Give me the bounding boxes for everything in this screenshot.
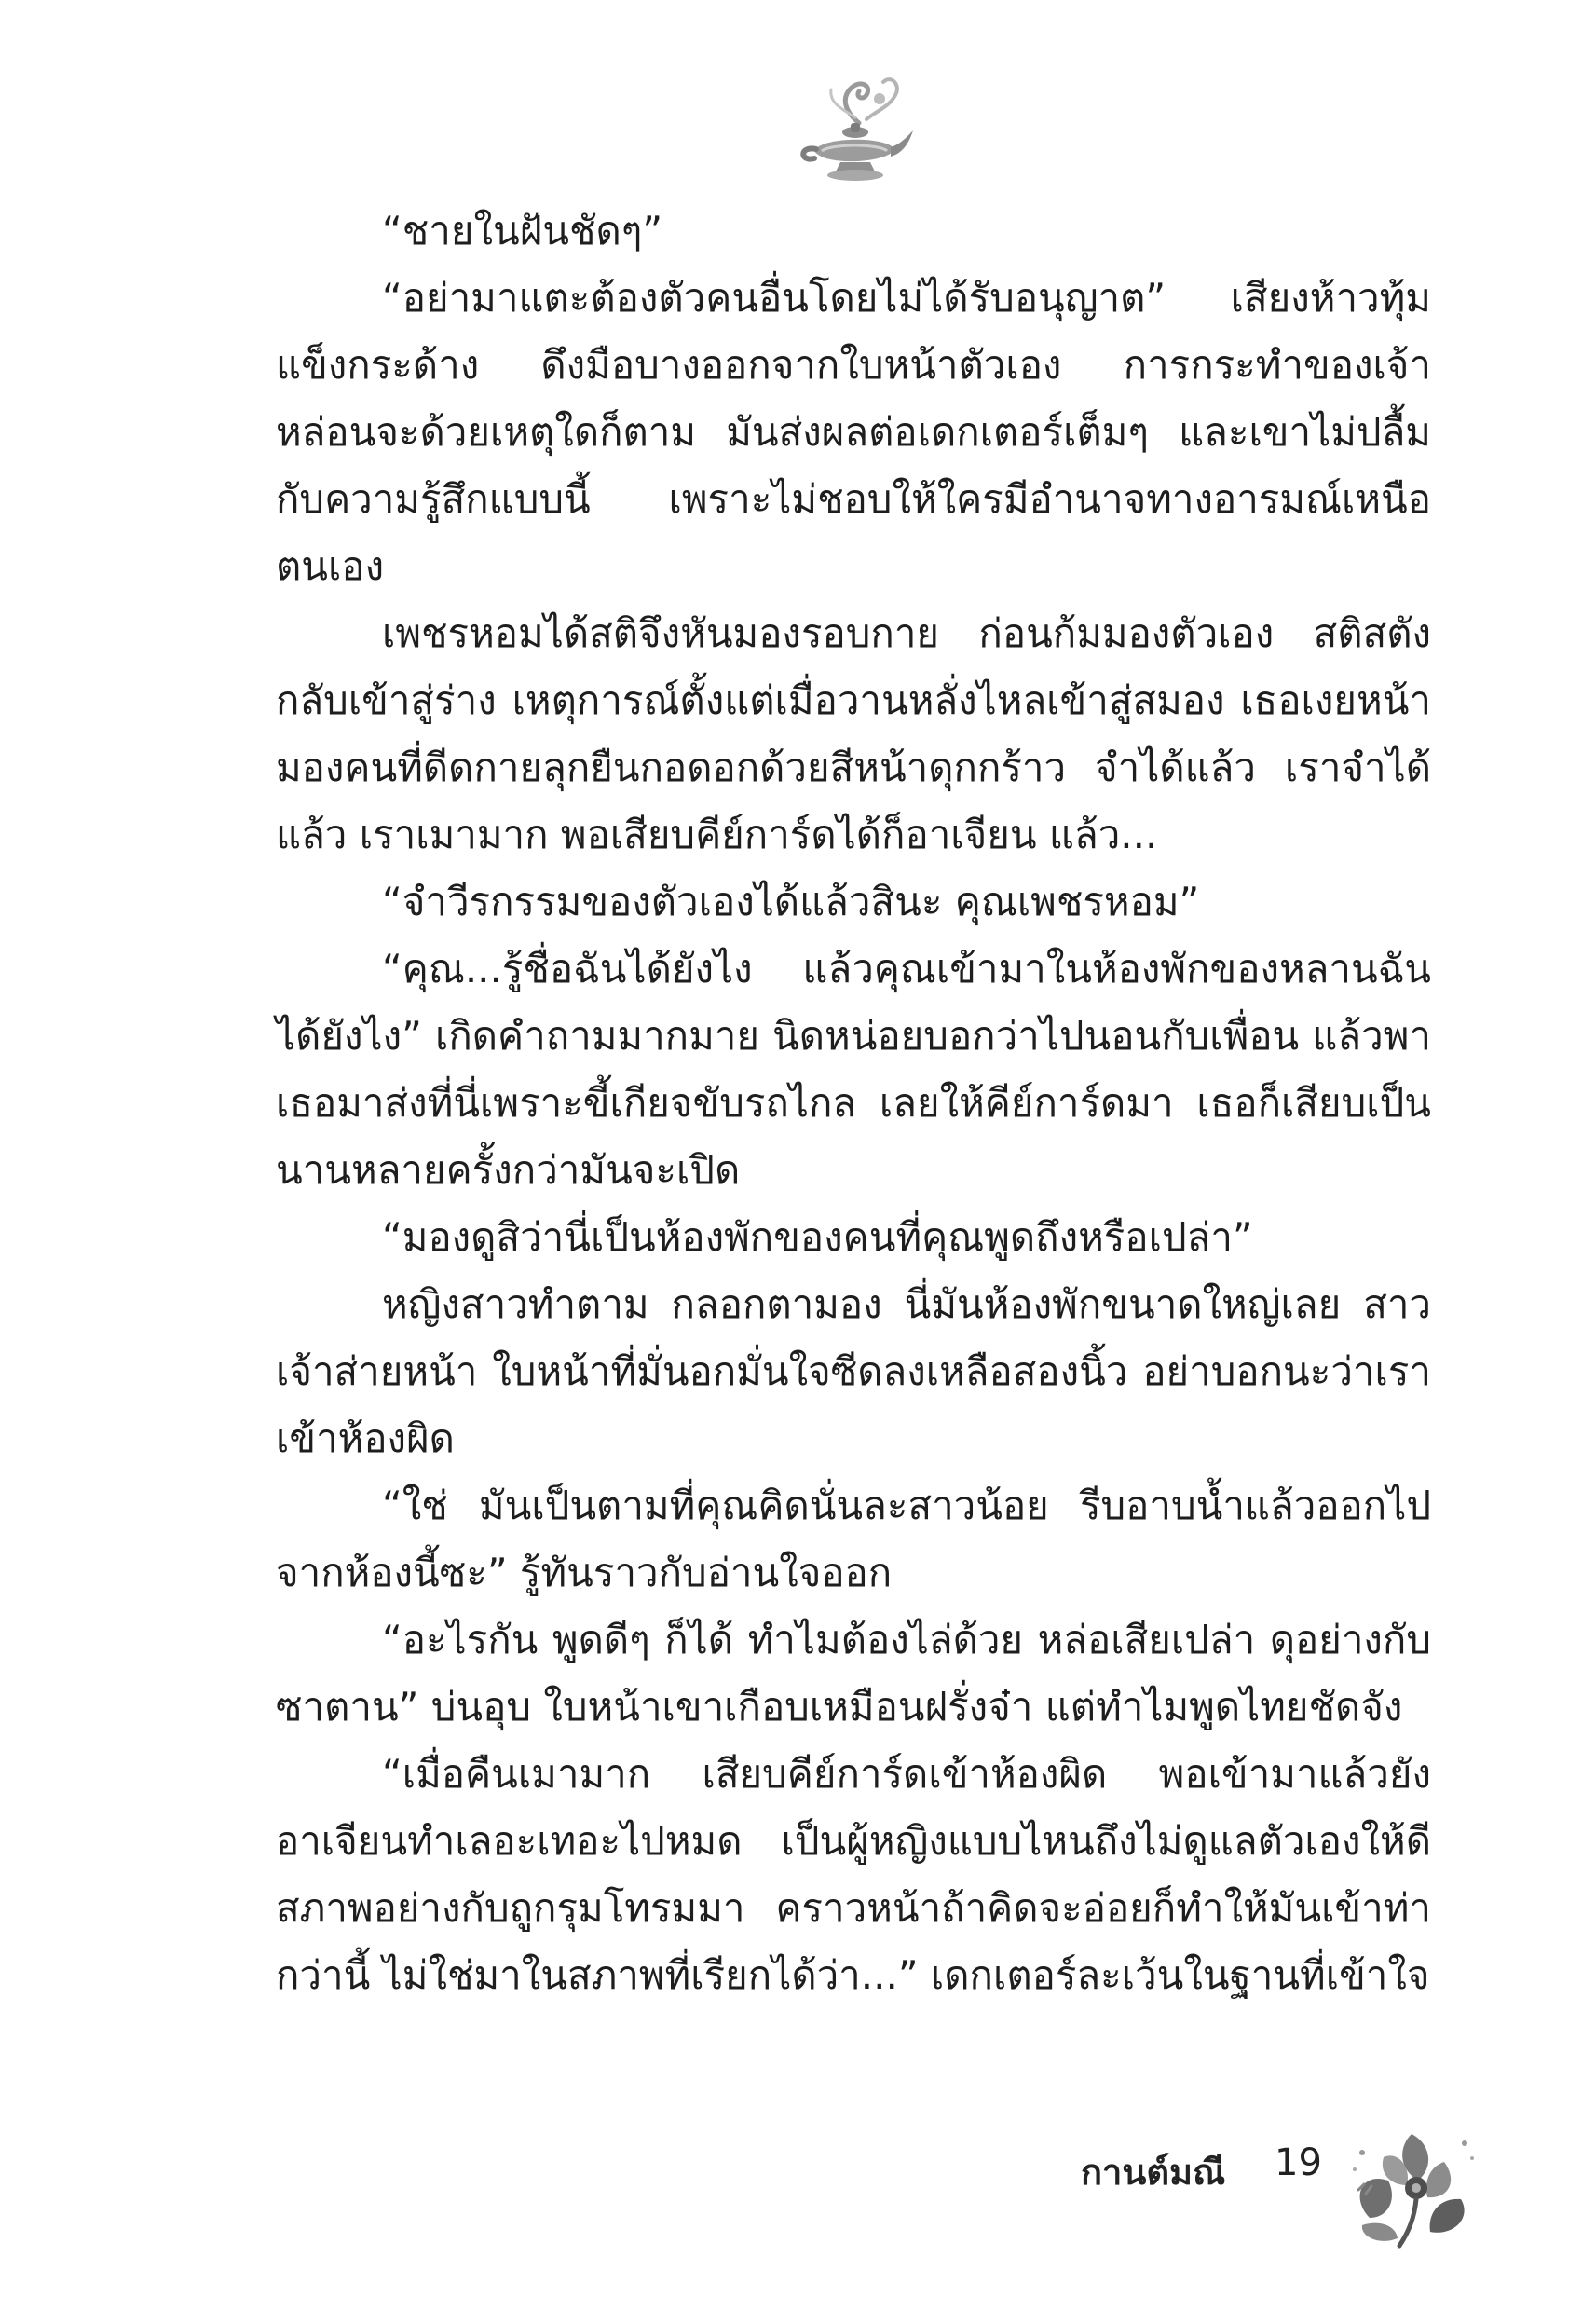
page-footer <box>1034 2115 1500 2264</box>
paragraph: “คุณ...รู้ชื่อฉันได้ยังไง แล้วคุณเข้ามาในห้องพักของหลานฉันได้ยังไง” เกิดคำถามมากมาย นิดหน่อยบอกว่าไปนอนกับเพื่อน แล้วพาเธอมาส่งที่นี่เพราะขี้เกียจขับรถไกล เลยให้คีย์การ์ดมา เธอก็เสียบเป็นนานหลายครั้งกว่ามันจะเปิด <box>276 946 1431 1193</box>
flower-ornament-icon <box>1342 2115 1481 2255</box>
paragraph: “จำวีรกรรมของตัวเองได้แล้วสินะ คุณเพชรหอม” <box>382 879 1200 924</box>
paragraph: หญิงสาวทำตาม กลอกตามอง นี่มันห้องพักขนาดใหญ่เลย สาวเจ้าส่ายหน้า ใบหน้าที่มั่นอกมั่นใจซีดลงเหลือสองนิ้ว อย่าบอกนะว่าเราเข้าห้องผิด <box>276 1281 1431 1461</box>
chapter-text <box>276 198 1431 2009</box>
paragraph: “ชายในฝันชัดๆ” <box>382 208 663 253</box>
paragraph: เพชรหอมได้สติจึงหันมองรอบกาย ก่อนก้มมองตัวเอง สติสตังกลับเข้าสู่ร่าง เหตุการณ์ตั้งแต่เมื่อวานหลั่งไหลเข้าสู่สมอง เธอเงยหน้ามองคนที่ดีดกายลุกยืนกอดอกด้วยสีหน้าดุกกร้าว จำได้แล้ว เราจำได้แล้ว เราเมามาก พอเสียบคีย์การ์ดได้ก็อาเจียน แล้ว... <box>276 610 1431 857</box>
paragraph: “อะไรกัน พูดดีๆ ก็ได้ ทำไมต้องไล่ด้วย หล่อเสียเปล่า ดุอย่างกับซาตาน” บ่นอุบ ใบหน้าเขาเกือบเหมือนฝรั่งจ๋า แต่ทำไมพูดไทยชัดจัง <box>276 1617 1431 1730</box>
genie-lamp-icon <box>794 65 915 196</box>
paragraph: “มองดูสิว่านี่เป็นห้องพักของคนที่คุณพูดถึงหรือเปล่า” <box>382 1214 1253 1260</box>
paragraph: “เมื่อคืนเมามาก เสียบคีย์การ์ดเข้าห้องผิด พอเข้ามาแล้วยังอาเจียนทำเลอะเทอะไปหมด เป็นผู้หญิงแบบไหนถึงไม่ดูแลตัวเองให้ดี สภาพอย่างกับถูกรุมโทรมมา คราวหน้าถ้าคิดจะอ่อยก็ทำให้มันเข้าท่ากว่านี้ ไม่ใช่มาในสภาพที่เรียกได้ว่า...” เดกเตอร์ละเว้นในฐานที่เข้าใจ <box>276 1751 1431 1998</box>
book-title: กานต์มณี <box>1081 2152 1226 2193</box>
paragraph: “อย่ามาแตะต้องตัวคนอื่นโดยไม่ได้รับอนุญาต” เสียงห้าวทุ้มแข็งกระด้าง ดึงมือบางออกจากใบหน้าตัวเอง การกระทำของเจ้าหล่อนจะด้วยเหตุใดก็ตาม มันส่งผลต่อเดกเตอร์เต็มๆ และเขาไม่ปลื้มกับความรู้สึกแบบนี้ เพราะไม่ชอบให้ใครมีอำนาจทางอารมณ์เหนือตนเอง <box>276 275 1431 589</box>
paragraph: “ใช่ มันเป็นตามที่คุณคิดนั่นละสาวน้อย รีบอาบน้ำแล้วออกไปจากห้องนี้ซะ” รู้ทันราวกับอ่านใจออก <box>276 1483 1431 1595</box>
page-number: 19 <box>1275 2141 1322 2184</box>
